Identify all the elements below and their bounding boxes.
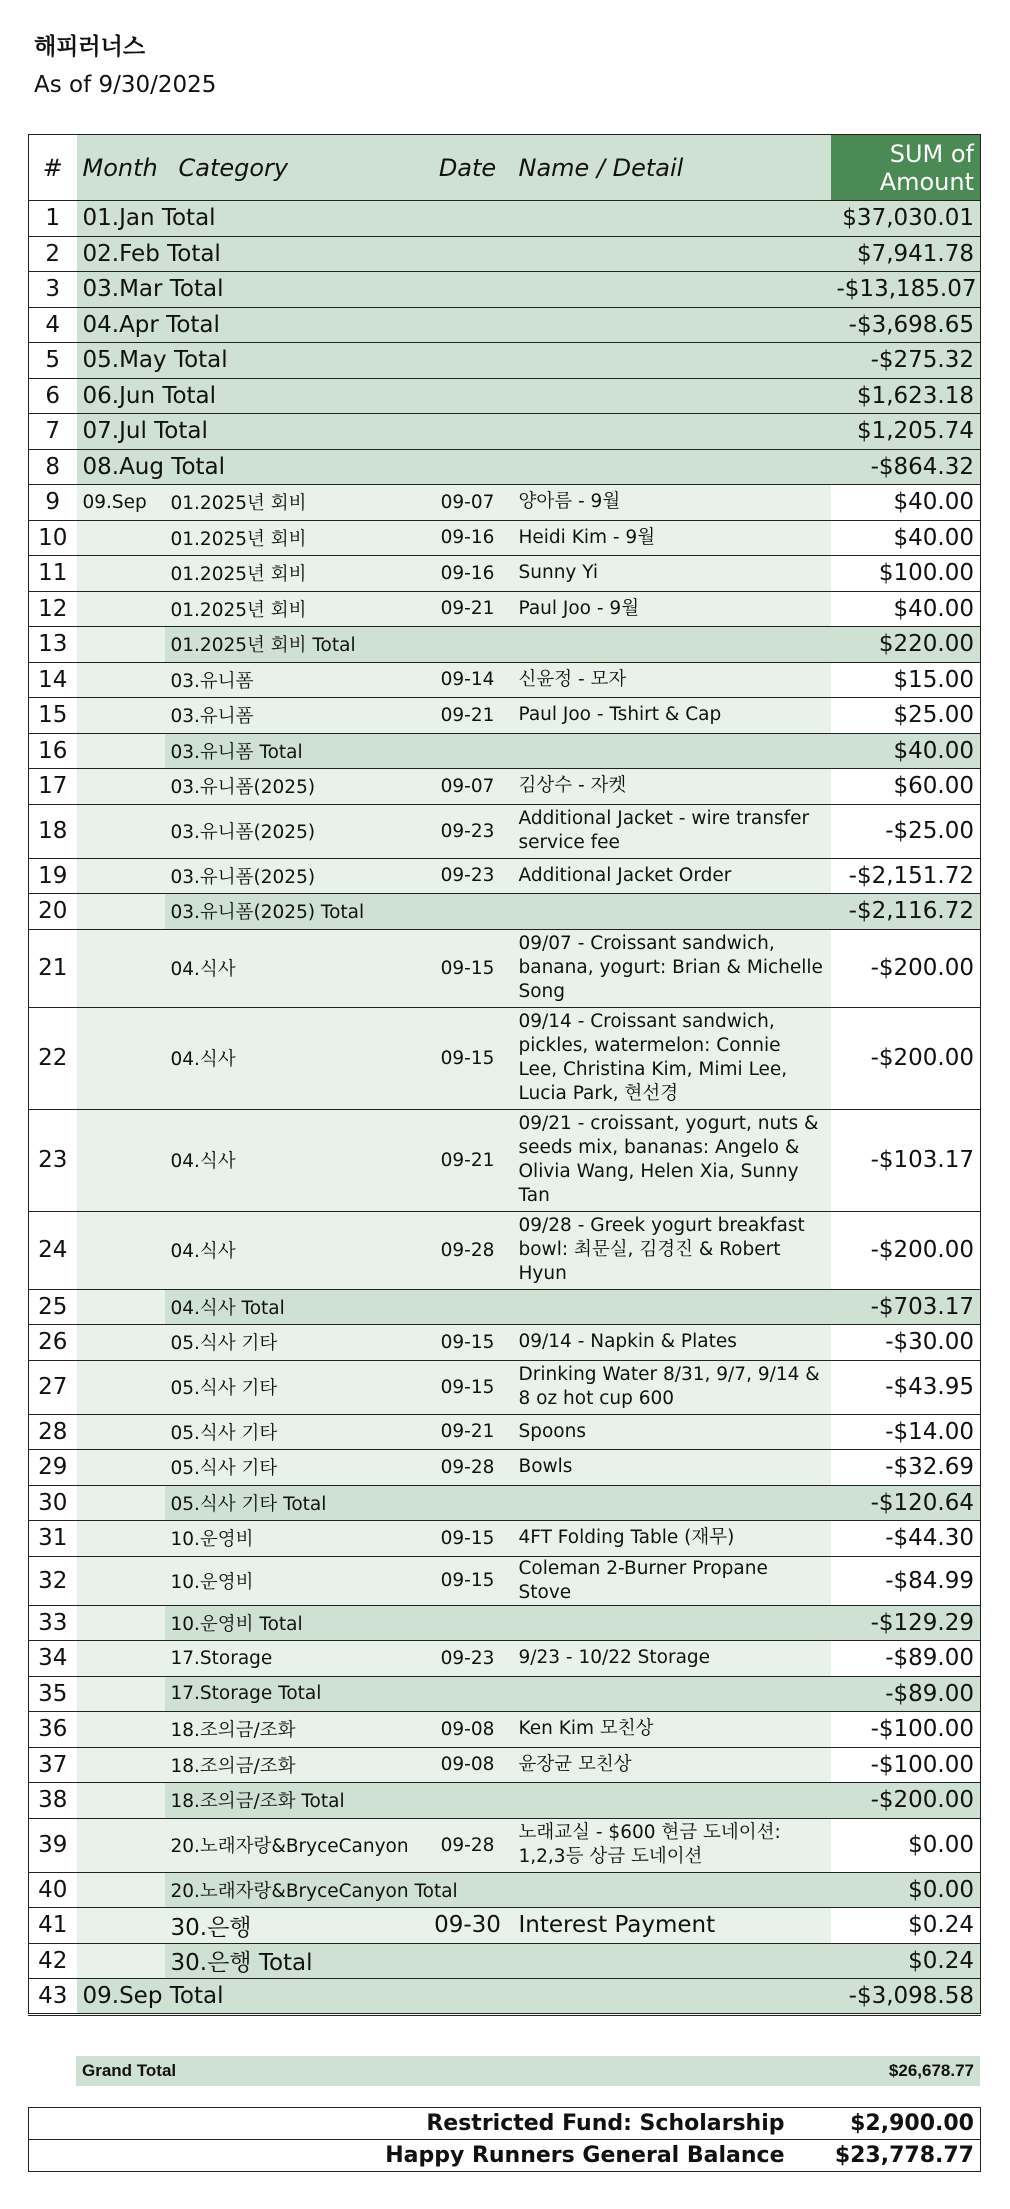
row-number: 7 [29, 414, 77, 450]
category-cell: 01.2025년 회비 [165, 520, 423, 556]
category-cell: 03.유니폼(2025) [165, 858, 423, 894]
category-total-amount: -$200.00 [831, 1783, 981, 1819]
category-total-amount: -$120.64 [831, 1485, 981, 1521]
amount-header-line2: Amount [879, 167, 974, 196]
date-cell: 09-15 [423, 1360, 513, 1414]
detail-cell: Paul Joo - Tshirt & Cap [513, 698, 831, 734]
month-total-label: 06.Jun Total [77, 378, 831, 414]
row-number: 34 [29, 1641, 77, 1677]
row-number: 30 [29, 1485, 77, 1521]
amount-cell: $0.00 [831, 1818, 981, 1872]
category-total-row [29, 894, 981, 930]
row-number: 18 [29, 804, 77, 858]
category-cell: 03.유니폼(2025) [165, 769, 423, 805]
month-cell [77, 1747, 165, 1783]
month-cell [77, 520, 165, 556]
month-cell [77, 1641, 165, 1677]
month-cell [77, 894, 165, 930]
row-number: 13 [29, 627, 77, 663]
date-cell: 09-23 [423, 1641, 513, 1677]
category-total-amount: $40.00 [831, 733, 981, 769]
balance-amount: $2,900.00 [791, 2108, 981, 2140]
date-cell: 09-15 [423, 1556, 513, 1605]
grand-total-row [76, 2056, 980, 2086]
row-number: 24 [29, 1211, 77, 1289]
balance-label: Happy Runners General Balance [29, 2140, 791, 2172]
row-number: 35 [29, 1676, 77, 1712]
detail-cell: 4FT Folding Table (재무) [513, 1521, 831, 1557]
month-cell [77, 662, 165, 698]
detail-cell: Heidi Kim - 9월 [513, 520, 831, 556]
date-cell: 09-28 [423, 1211, 513, 1289]
date-cell: 09-28 [423, 1450, 513, 1486]
grand-total-label: Grand Total [82, 2061, 177, 2080]
category-total-row [29, 627, 981, 663]
col-header-month: Month [77, 135, 165, 201]
category-cell: 01.2025년 회비 [165, 556, 423, 592]
balance-row [29, 2108, 981, 2140]
table-row [29, 1818, 981, 1872]
amount-cell: -$103.17 [831, 1109, 981, 1211]
month-cell [77, 1450, 165, 1486]
category-total-amount: $0.00 [831, 1872, 981, 1908]
month-total-label: 08.Aug Total [77, 449, 831, 485]
month-cell [77, 1783, 165, 1819]
month-cell [77, 1908, 165, 1944]
detail-cell: 09/14 - Napkin & Plates [513, 1325, 831, 1361]
grand-total-amount: $26,678.77 [888, 2061, 974, 2080]
table-row [29, 1556, 981, 1605]
table-row [29, 1007, 981, 1109]
balance-summary [28, 2107, 981, 2172]
category-total-amount: -$703.17 [831, 1289, 981, 1325]
amount-cell: -$14.00 [831, 1414, 981, 1450]
amount-cell: $15.00 [831, 662, 981, 698]
table-row [29, 1450, 981, 1486]
detail-cell: 09/28 - Greek yogurt breakfast bowl: 최문실, 김경진 & Robert Hyun [513, 1211, 831, 1289]
date-cell: 09-08 [423, 1712, 513, 1748]
row-number: 27 [29, 1360, 77, 1414]
row-number: 37 [29, 1747, 77, 1783]
row-number: 43 [29, 1979, 77, 2015]
category-cell: 04.식사 [165, 1109, 423, 1211]
month-cell [77, 1360, 165, 1414]
month-cell [77, 1676, 165, 1712]
category-total-row [29, 1943, 981, 1979]
detail-cell: Bowls [513, 1450, 831, 1486]
amount-cell: $40.00 [831, 520, 981, 556]
month-total-row [29, 449, 981, 485]
category-cell: 18.조의금/조화 [165, 1712, 423, 1748]
amount-cell: -$43.95 [831, 1360, 981, 1414]
row-number: 10 [29, 520, 77, 556]
row-number: 5 [29, 343, 77, 379]
row-number: 38 [29, 1783, 77, 1819]
month-total-amount: $1,623.18 [831, 378, 981, 414]
category-total-amount: $220.00 [831, 627, 981, 663]
month-cell [77, 804, 165, 858]
month-cell [77, 1712, 165, 1748]
date-cell: 09-16 [423, 520, 513, 556]
amount-header-line1: SUM of [889, 139, 974, 168]
table-row [29, 858, 981, 894]
detail-cell: Coleman 2-Burner Propane Stove [513, 1556, 831, 1605]
category-cell: 01.2025년 회비 [165, 485, 423, 521]
table-row [29, 591, 981, 627]
row-number: 20 [29, 894, 77, 930]
date-cell: 09-07 [423, 485, 513, 521]
table-row [29, 1747, 981, 1783]
date-cell: 09-15 [423, 929, 513, 1007]
month-cell [77, 1872, 165, 1908]
detail-cell: 09/21 - croissant, yogurt, nuts & seeds mix, bananas: Angelo & Olivia Wang, Helen Xia, Sunny Tan [513, 1109, 831, 1211]
table-row [29, 1360, 981, 1414]
month-cell [77, 1485, 165, 1521]
row-number: 6 [29, 378, 77, 414]
table-row [29, 556, 981, 592]
category-total-label: 18.조의금/조화 Total [165, 1783, 831, 1819]
date-cell: 09-21 [423, 591, 513, 627]
category-total-amount: -$129.29 [831, 1605, 981, 1641]
month-cell [77, 769, 165, 805]
date-cell: 09-21 [423, 1109, 513, 1211]
month-cell [77, 1109, 165, 1211]
table-row [29, 929, 981, 1007]
row-number: 39 [29, 1818, 77, 1872]
table-row [29, 1908, 981, 1944]
date-cell: 09-15 [423, 1521, 513, 1557]
detail-cell: 윤장균 모친상 [513, 1747, 831, 1783]
category-total-row [29, 1605, 981, 1641]
month-total-row [29, 307, 981, 343]
month-cell: 09.Sep [77, 485, 165, 521]
row-number: 21 [29, 929, 77, 1007]
month-total-label: 05.May Total [77, 343, 831, 379]
category-total-label: 05.식사 기타 Total [165, 1485, 831, 1521]
month-total-row [29, 378, 981, 414]
col-header-date: Date [423, 135, 513, 201]
month-total-amount: -$3,698.65 [831, 307, 981, 343]
month-cell [77, 858, 165, 894]
month-cell [77, 929, 165, 1007]
month-total-label: 07.Jul Total [77, 414, 831, 450]
detail-cell: Paul Joo - 9월 [513, 591, 831, 627]
category-total-row [29, 1485, 981, 1521]
row-number: 17 [29, 769, 77, 805]
table-row [29, 698, 981, 734]
category-total-label: 01.2025년 회비 Total [165, 627, 831, 663]
month-cell [77, 1521, 165, 1557]
row-number: 9 [29, 485, 77, 521]
row-number: 1 [29, 201, 77, 237]
category-cell: 03.유니폼 [165, 698, 423, 734]
amount-cell: -$100.00 [831, 1747, 981, 1783]
col-header-category: Category [165, 135, 423, 201]
amount-cell: -$100.00 [831, 1712, 981, 1748]
detail-cell: Ken Kim 모친상 [513, 1712, 831, 1748]
date-cell: 09-15 [423, 1325, 513, 1361]
category-cell: 04.식사 [165, 1211, 423, 1289]
amount-cell: -$200.00 [831, 1007, 981, 1109]
org-name: 해피러너스 [34, 34, 146, 60]
month-cell [77, 556, 165, 592]
row-number: 28 [29, 1414, 77, 1450]
date-cell: 09-15 [423, 1007, 513, 1109]
balance-label: Restricted Fund: Scholarship [29, 2108, 791, 2140]
row-number: 3 [29, 272, 77, 308]
category-total-label: 20.노래자랑&BryceCanyon Total [165, 1872, 831, 1908]
detail-cell: Additional Jacket - wire transfer service fee [513, 804, 831, 858]
balance-amount: $23,778.77 [791, 2140, 981, 2172]
month-total-label: 04.Apr Total [77, 307, 831, 343]
category-total-label: 30.은행 Total [165, 1943, 831, 1979]
month-cell [77, 1414, 165, 1450]
table-row [29, 1325, 981, 1361]
amount-cell: $60.00 [831, 769, 981, 805]
month-total-row [29, 201, 981, 237]
category-total-row [29, 1676, 981, 1712]
as-of-date: As of 9/30/2025 [34, 72, 217, 98]
row-number: 29 [29, 1450, 77, 1486]
month-cell [77, 591, 165, 627]
amount-cell: -$200.00 [831, 1211, 981, 1289]
category-cell: 10.운영비 [165, 1521, 423, 1557]
category-cell: 18.조의금/조화 [165, 1747, 423, 1783]
row-number: 33 [29, 1605, 77, 1641]
row-number: 19 [29, 858, 77, 894]
row-number: 11 [29, 556, 77, 592]
amount-cell: $40.00 [831, 485, 981, 521]
month-total-amount: $1,205.74 [831, 414, 981, 450]
table-row [29, 769, 981, 805]
month-total-amount: -$13,185.07 [831, 272, 981, 308]
amount-cell: $25.00 [831, 698, 981, 734]
category-total-amount: $0.24 [831, 1943, 981, 1979]
amount-cell: -$89.00 [831, 1641, 981, 1677]
date-cell: 09-08 [423, 1747, 513, 1783]
date-cell: 09-14 [423, 662, 513, 698]
month-total-row [29, 272, 981, 308]
table-row [29, 1521, 981, 1557]
date-cell: 09-23 [423, 858, 513, 894]
month-total-label: 03.Mar Total [77, 272, 831, 308]
amount-cell: $40.00 [831, 591, 981, 627]
row-number: 41 [29, 1908, 77, 1944]
row-number: 32 [29, 1556, 77, 1605]
category-total-row [29, 1289, 981, 1325]
table-row [29, 804, 981, 858]
month-cell [77, 1007, 165, 1109]
detail-cell: 09/07 - Croissant sandwich, banana, yogurt: Brian & Michelle Song [513, 929, 831, 1007]
amount-cell: -$2,151.72 [831, 858, 981, 894]
row-number: 42 [29, 1943, 77, 1979]
row-number: 22 [29, 1007, 77, 1109]
amount-cell: -$25.00 [831, 804, 981, 858]
category-total-label: 10.운영비 Total [165, 1605, 831, 1641]
category-cell: 05.식사 기타 [165, 1360, 423, 1414]
row-number: 23 [29, 1109, 77, 1211]
row-number: 31 [29, 1521, 77, 1557]
month-cell [77, 1211, 165, 1289]
row-number: 25 [29, 1289, 77, 1325]
sep-total-amount: -$3,098.58 [831, 1979, 981, 2015]
month-cell [77, 1605, 165, 1641]
table-row [29, 1109, 981, 1211]
month-cell [77, 733, 165, 769]
detail-cell: 09/14 - Croissant sandwich, pickles, watermelon: Connie Lee, Christina Kim, Mimi Lee, Lucia Park, 현선경 [513, 1007, 831, 1109]
month-cell [77, 1325, 165, 1361]
category-cell: 05.식사 기타 [165, 1414, 423, 1450]
row-number: 16 [29, 733, 77, 769]
row-number: 36 [29, 1712, 77, 1748]
amount-cell: -$200.00 [831, 929, 981, 1007]
sep-total-label: 09.Sep Total [77, 1979, 831, 2015]
detail-cell: 신윤정 - 모자 [513, 662, 831, 698]
category-cell: 30.은행 [165, 1908, 423, 1944]
category-total-label: 03.유니폼 Total [165, 733, 831, 769]
date-cell: 09-07 [423, 769, 513, 805]
date-cell: 09-30 [423, 1908, 513, 1944]
month-total-label: 01.Jan Total [77, 201, 831, 237]
report-header [34, 30, 216, 102]
category-total-row [29, 733, 981, 769]
category-cell: 03.유니폼 [165, 662, 423, 698]
category-cell: 20.노래자랑&BryceCanyon [165, 1818, 423, 1872]
row-number: 40 [29, 1872, 77, 1908]
month-total-label: 02.Feb Total [77, 236, 831, 272]
row-number: 2 [29, 236, 77, 272]
table-row [29, 1211, 981, 1289]
detail-cell: 양아름 - 9월 [513, 485, 831, 521]
month-total-amount: $7,941.78 [831, 236, 981, 272]
category-total-row [29, 1872, 981, 1908]
month-total-amount: -$864.32 [831, 449, 981, 485]
date-cell: 09-16 [423, 556, 513, 592]
category-total-label: 17.Storage Total [165, 1676, 831, 1712]
month-total-row [29, 414, 981, 450]
month-cell [77, 1289, 165, 1325]
row-number: 15 [29, 698, 77, 734]
date-cell: 09-21 [423, 698, 513, 734]
category-total-amount: -$89.00 [831, 1676, 981, 1712]
row-number: 12 [29, 591, 77, 627]
detail-cell: 9/23 - 10/22 Storage [513, 1641, 831, 1677]
month-total-amount: -$275.32 [831, 343, 981, 379]
month-cell [77, 1943, 165, 1979]
category-cell: 04.식사 [165, 929, 423, 1007]
table-row [29, 1641, 981, 1677]
amount-cell: -$32.69 [831, 1450, 981, 1486]
category-cell: 10.운영비 [165, 1556, 423, 1605]
category-total-label: 04.식사 Total [165, 1289, 831, 1325]
amount-cell: -$44.30 [831, 1521, 981, 1557]
table-row [29, 662, 981, 698]
category-total-amount: -$2,116.72 [831, 894, 981, 930]
row-number: 14 [29, 662, 77, 698]
category-cell: 04.식사 [165, 1007, 423, 1109]
balance-row [29, 2140, 981, 2172]
row-number: 26 [29, 1325, 77, 1361]
amount-cell: $100.00 [831, 556, 981, 592]
date-cell: 09-23 [423, 804, 513, 858]
detail-cell: Spoons [513, 1414, 831, 1450]
category-cell: 17.Storage [165, 1641, 423, 1677]
month-total-amount: $37,030.01 [831, 201, 981, 237]
category-cell: 05.식사 기타 [165, 1325, 423, 1361]
month-cell [77, 1556, 165, 1605]
month-total-row [29, 343, 981, 379]
category-cell: 05.식사 기타 [165, 1450, 423, 1486]
sep-total-row [29, 1979, 981, 2015]
table-header-row [29, 135, 981, 201]
category-cell: 03.유니폼(2025) [165, 804, 423, 858]
detail-cell: Sunny Yi [513, 556, 831, 592]
amount-cell: -$30.00 [831, 1325, 981, 1361]
detail-cell: Drinking Water 8/31, 9/7, 9/14 & 8 oz hot cup 600 [513, 1360, 831, 1414]
table-row [29, 485, 981, 521]
ledger-table [28, 134, 981, 2016]
table-row [29, 1712, 981, 1748]
month-cell [77, 1818, 165, 1872]
col-header-num: # [29, 135, 77, 201]
row-number: 8 [29, 449, 77, 485]
month-cell [77, 698, 165, 734]
detail-cell: Additional Jacket Order [513, 858, 831, 894]
detail-cell: 노래교실 - $600 현금 도네이션: 1,2,3등 상금 도네이션 [513, 1818, 831, 1872]
month-total-row [29, 236, 981, 272]
row-number: 4 [29, 307, 77, 343]
category-total-row [29, 1783, 981, 1819]
col-header-detail: Name / Detail [513, 135, 831, 201]
col-header-amount [831, 135, 981, 201]
amount-cell: $0.24 [831, 1908, 981, 1944]
table-row [29, 1414, 981, 1450]
category-cell: 01.2025년 회비 [165, 591, 423, 627]
detail-cell: 김상수 - 자켓 [513, 769, 831, 805]
detail-cell: Interest Payment [513, 1908, 831, 1944]
amount-cell: -$84.99 [831, 1556, 981, 1605]
date-cell: 09-28 [423, 1818, 513, 1872]
month-cell [77, 627, 165, 663]
date-cell: 09-21 [423, 1414, 513, 1450]
category-total-label: 03.유니폼(2025) Total [165, 894, 831, 930]
table-row [29, 520, 981, 556]
